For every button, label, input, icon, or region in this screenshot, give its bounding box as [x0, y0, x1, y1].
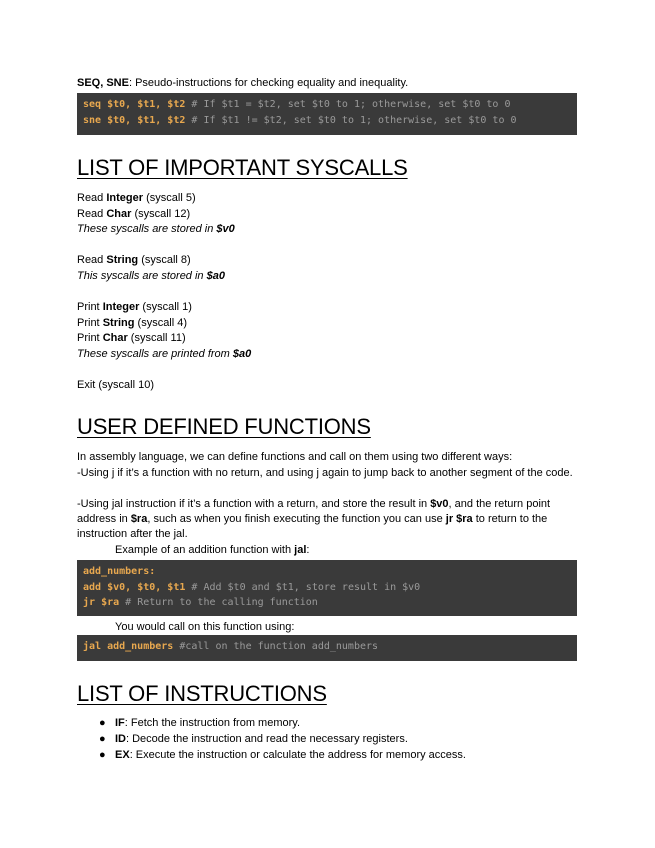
- example-label: Example of an addition function with jal:: [115, 544, 310, 556]
- seq-sne-paragraph: [77, 76, 408, 91]
- note-a0-line: This syscalls are stored in $a0: [77, 270, 225, 282]
- instructions-list: [77, 715, 466, 763]
- bullet-icon: ●: [99, 733, 106, 745]
- code-line: add $v0, $t0, $t1 # Add $t0 and $t1, store result in $v0: [83, 581, 421, 593]
- print-string-line: Print String (syscall 4): [77, 317, 188, 329]
- seq-sne-code-block: [77, 93, 577, 135]
- code-line: seq $t0, $t1, $t2 # If $t1 = $t2, set $t0 to 1; otherwise, set $t0 to 0: [83, 99, 511, 110]
- print-char-line: Print Char (syscall 11): [77, 332, 186, 344]
- note-printed-line: These syscalls are printed from $a0: [77, 348, 252, 360]
- functions-intro: In assembly language, we can define functions and call on them using two different ways:: [77, 451, 513, 463]
- seq-sne-desc: : Pseudo-instructions for checking equality and inequality.: [128, 77, 409, 89]
- instructions-heading: LIST OF INSTRUCTIONS: [77, 681, 327, 706]
- functions-item1: -Using j if it’s a function with no return, and using j again to jump back to another segment of the code.: [77, 467, 573, 479]
- code-line: jr $ra # Return to the calling function: [83, 597, 318, 608]
- code-line: jal add_numbers #call on the function add_numbers: [83, 641, 379, 652]
- bullet-icon: ●: [99, 749, 106, 761]
- functions-item2: -Using jal instruction if it’s a function with a return, and store the result in $v0, and the return point address in $ra, such as when you finish executing the function you can use jr $ra to return to the instruction after the jal.: [77, 498, 551, 540]
- example-code-block: [77, 560, 577, 616]
- call-label: You would call on this function using:: [115, 621, 295, 633]
- syscalls-heading: LIST OF IMPORTANT SYSCALLS: [77, 155, 408, 180]
- read-char-line: Read Char (syscall 12): [77, 208, 191, 220]
- print-integer-line: Print Integer (syscall 1): [77, 301, 192, 313]
- bullet-icon: ●: [99, 717, 106, 729]
- list-item: ● ID: Decode the instruction and read the necessary registers.: [99, 733, 408, 745]
- code-line: sne $t0, $t1, $t2 # If $t1 != $t2, set $t0 to 1; otherwise, set $t0 to 0: [83, 114, 517, 126]
- exit-line: Exit (syscall 10): [77, 379, 155, 391]
- call-code-block: [77, 635, 577, 661]
- seq-sne-label: SEQ, SNE: [77, 77, 129, 89]
- note-v0-line: These syscalls are stored in $v0: [77, 223, 235, 235]
- code-line: add_numbers:: [83, 566, 156, 577]
- list-item: ● EX: Execute the instruction or calculate the address for memory access.: [99, 749, 466, 761]
- functions-heading: USER DEFINED FUNCTIONS: [77, 414, 371, 439]
- read-string-line: Read String (syscall 8): [77, 254, 191, 266]
- list-item: ● IF: Fetch the instruction from memory.: [99, 717, 301, 729]
- read-integer-line: Read Integer (syscall 5): [77, 192, 196, 204]
